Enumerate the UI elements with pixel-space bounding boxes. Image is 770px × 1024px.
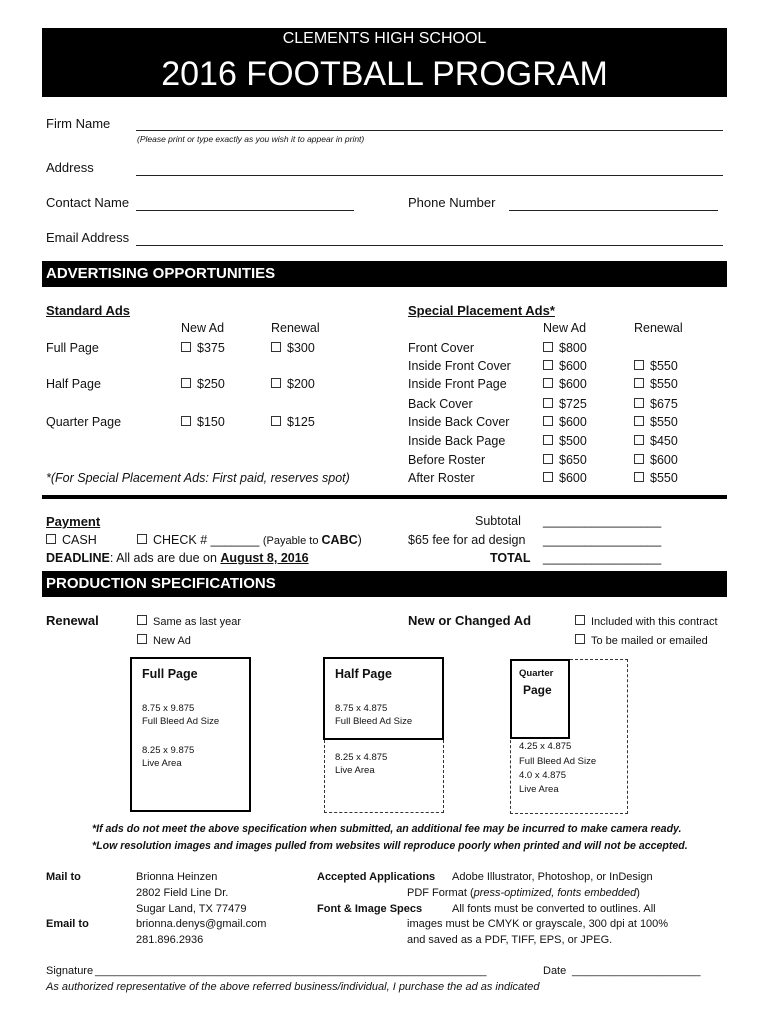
checkbox-icon[interactable] [575,615,585,625]
checkbox-icon[interactable] [634,435,644,445]
special-row-label: Before Roster [408,453,486,467]
special-renewal-option[interactable]: $550 [634,377,678,391]
checkbox-icon[interactable] [543,435,553,445]
school-name: CLEMENTS HIGH SCHOOL [42,28,727,50]
checkbox-icon[interactable] [181,378,191,388]
checkbox-icon[interactable] [271,342,281,352]
full-live-label: Live Area [142,758,182,769]
standard-new-option[interactable]: $375 [181,341,225,355]
special-ads-title: Special Placement Ads* [408,303,555,318]
checkbox-icon[interactable] [543,378,553,388]
address-label: Address [46,160,94,175]
accepted-apps-text: Adobe Illustrator, Photoshop, or InDesign [452,871,653,883]
deadline: DEADLINE: All ads are due on August 8, 2016 [46,551,309,565]
fee-label: $65 fee for ad design [408,533,526,547]
date-label: Date [543,965,567,977]
special-new-option[interactable]: $500 [543,434,587,448]
page-title: 2016 FOOTBALL PROGRAM [42,50,727,97]
checkbox-icon[interactable] [634,378,644,388]
pdf-format-text: PDF Format (press-optimized, fonts embedded) [407,887,640,899]
special-new-option[interactable]: $600 [543,359,587,373]
payment-title: Payment [46,514,101,529]
checkbox-icon[interactable] [634,416,644,426]
phone-label: Phone Number [408,195,496,210]
quarter-bleed-size: 4.25 x 4.875 [519,741,572,752]
half-live-label: Live Area [335,765,375,776]
checkbox-icon[interactable] [543,454,553,464]
special-renewal-option[interactable]: $550 [634,471,678,485]
special-renewal-option[interactable]: $550 [634,415,678,429]
contact-phone: 281.896.2936 [136,934,204,946]
production-heading: PRODUCTION SPECIFICATIONS [42,571,727,597]
half-bleed-size: 8.75 x 4.875 [335,703,388,714]
date-field[interactable]: _____________________ [572,965,701,977]
section-divider [42,495,727,499]
font-specs-line2: images must be CMYK or grayscale, 300 dpi at 100% [407,918,669,930]
font-specs-line1: All fonts must be converted to outlines. All [452,903,656,915]
changed-ad-label: New or Changed Ad [408,613,532,628]
contact-name-label: Contact Name [46,195,130,210]
address-field[interactable] [136,175,723,176]
quarter-title-line2: Page [523,683,552,697]
standard-col-renewal: Renewal [271,321,320,335]
font-specs-line3: and saved as a PDF, TIFF, EPS, or JPEG. [407,934,613,946]
quarter-live-size: 4.0 x 4.875 [519,770,567,781]
mail-street: 2802 Field Line Dr. [136,887,229,899]
standard-ads-title: Standard Ads [46,303,131,318]
signature-field[interactable]: ________________________________________________________________ [95,965,487,977]
signature-label: Signature [46,965,94,977]
standard-renewal-option[interactable]: $200 [271,377,315,391]
special-renewal-option[interactable]: $675 [634,397,678,411]
special-col-renewal: Renewal [634,321,683,335]
special-new-option[interactable]: $600 [543,377,587,391]
checkbox-icon[interactable] [543,398,553,408]
checkbox-icon[interactable] [137,634,147,644]
checkbox-icon[interactable] [271,416,281,426]
special-renewal-option[interactable]: $550 [634,359,678,373]
spec-note-1: *If ads do not meet the above specification when submitted, an additional fee may be incurred to make camera ready. [92,823,682,835]
mail-city: Sugar Land, TX 77479 [136,903,247,915]
special-col-new: New Ad [543,321,587,335]
accepted-apps-label: Accepted Applications [317,871,436,883]
authorization-statement: As authorized representative of the above referred business/individual, I purchase the ad as indicated [46,981,540,993]
standard-row-label: Half Page [46,377,101,391]
half-bleed-label: Full Bleed Ad Size [335,716,413,727]
new-ad-option[interactable]: New Ad [137,634,191,647]
special-row-label: Inside Front Cover [408,359,511,373]
email-label: Email Address [46,230,130,245]
half-page-title: Half Page [335,667,392,681]
checkbox-icon[interactable] [181,342,191,352]
advertising-heading: ADVERTISING OPPORTUNITIES [42,261,727,287]
included-option[interactable]: Included with this contract [575,615,718,628]
firm-name-note: (Please print or type exactly as you wish it to appear in print) [137,134,365,144]
special-note: *(For Special Placement Ads: First paid, reserves spot) [46,471,350,485]
subtotal-field[interactable]: _________________ [543,514,662,528]
email-to-label: Email to [46,918,89,930]
quarter-live-label: Live Area [519,784,559,795]
mailed-option[interactable]: To be mailed or emailed [575,634,708,647]
contact-name-field[interactable] [136,210,354,211]
cash-option[interactable]: CASH [46,533,97,547]
special-new-option[interactable]: $600 [543,415,587,429]
font-specs-label: Font & Image Specs [317,903,423,915]
half-live-size: 8.25 x 4.875 [335,752,388,763]
phone-field[interactable] [509,210,718,211]
checkbox-icon[interactable] [271,378,281,388]
special-new-option[interactable]: $600 [543,471,587,485]
checkbox-icon[interactable] [543,472,553,482]
special-new-option[interactable]: $800 [543,341,587,355]
special-renewal-option[interactable]: $600 [634,453,678,467]
contact-email[interactable]: brionna.denys@gmail.com [136,918,267,930]
standard-row-label: Quarter Page [46,415,122,429]
checkbox-icon[interactable] [46,534,56,544]
special-row-label: Back Cover [408,397,473,411]
mail-to-label: Mail to [46,871,81,883]
special-row-label: Inside Back Page [408,434,506,448]
firm-name-label: Firm Name [46,116,111,131]
quarter-bleed-label: Full Bleed Ad Size [519,756,597,767]
firm-name-field[interactable] [136,130,723,131]
checkbox-icon[interactable] [634,454,644,464]
same-option[interactable]: Same as last year [137,615,241,628]
standard-renewal-option[interactable]: $300 [271,341,315,355]
special-new-option[interactable]: $725 [543,397,587,411]
full-live-size: 8.25 x 9.875 [142,745,195,756]
special-renewal-option[interactable]: $450 [634,434,678,448]
total-label: TOTAL [490,551,531,565]
checkbox-icon[interactable] [634,398,644,408]
standard-col-new: New Ad [181,321,225,335]
checkbox-icon[interactable] [634,472,644,482]
special-row-label: Inside Front Page [408,377,507,391]
checkbox-icon[interactable] [137,534,147,544]
checkbox-icon[interactable] [543,360,553,370]
special-row-label: After Roster [408,471,475,485]
full-bleed-label: Full Bleed Ad Size [142,716,220,727]
checkbox-icon[interactable] [137,615,147,625]
quarter-title-line1: Quarter [519,668,554,679]
checkbox-icon[interactable] [543,342,553,352]
spec-note-2: *Low resolution images and images pulled from websites will reproduce poorly when printed and will not be accepted. [92,840,688,852]
subtotal-label: Subtotal [475,514,521,528]
standard-renewal-option[interactable]: $125 [271,415,315,429]
full-bleed-size: 8.75 x 9.875 [142,703,195,714]
standard-new-option[interactable]: $250 [181,377,225,391]
check-option[interactable]: CHECK # _______ (Payable to CABC) [137,533,362,547]
checkbox-icon[interactable] [575,634,585,644]
special-new-option[interactable]: $650 [543,453,587,467]
checkbox-icon[interactable] [634,360,644,370]
email-field[interactable] [136,245,723,246]
standard-new-option[interactable]: $150 [181,415,225,429]
standard-row-label: Full Page [46,341,99,355]
checkbox-icon[interactable] [181,416,191,426]
special-row-label: Front Cover [408,341,474,355]
total-field[interactable]: _________________ [543,551,662,565]
special-row-label: Inside Back Cover [408,415,510,429]
checkbox-icon[interactable] [543,416,553,426]
full-page-title: Full Page [142,667,198,681]
fee-field[interactable]: _________________ [543,533,662,547]
renewal-label: Renewal [46,613,99,628]
mail-name: Brionna Heinzen [136,871,218,883]
